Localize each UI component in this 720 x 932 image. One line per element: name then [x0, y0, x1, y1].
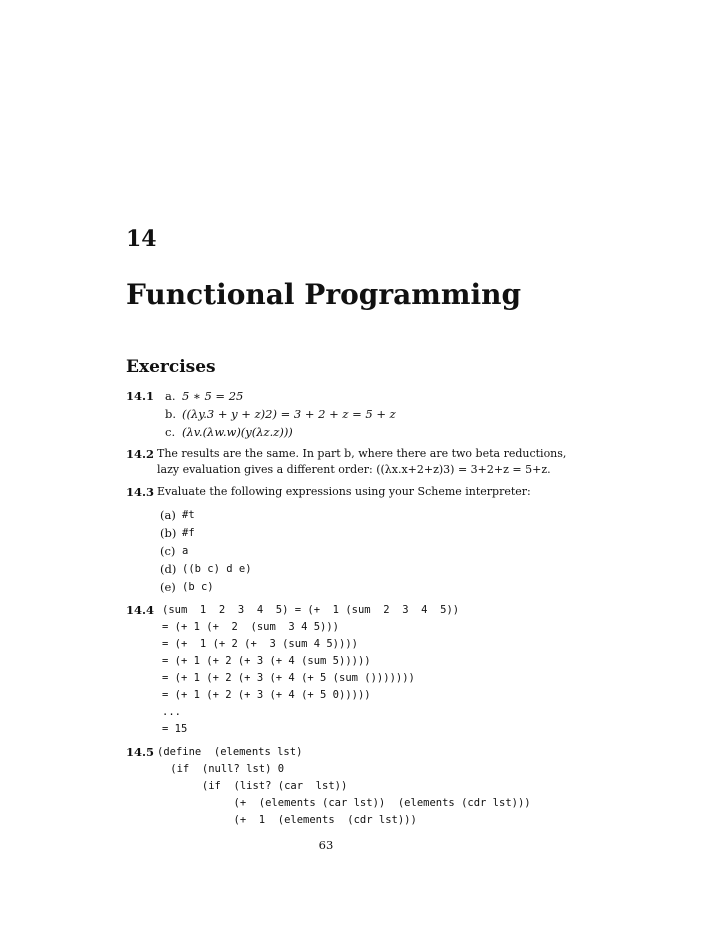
- ex14-5-line-1: (define (elements lst): [157, 746, 303, 758]
- ex14-5-line-5: (+ 1 (elements (cdr lst))): [145, 814, 417, 826]
- ex14-3-item-b-code: #f: [182, 527, 195, 539]
- ex14-3-intro: Evaluate the following expressions using your Scheme interpreter:: [157, 485, 531, 498]
- exercise-number-14-5: 14.5: [126, 745, 155, 759]
- ex14-5-line-2: (if (null? lst) 0: [145, 763, 285, 775]
- exercise-number-14-4: 14.4: [126, 603, 155, 617]
- ex14-2-line-1: The results are the same. In part b, where there are two beta reductions,: [157, 447, 567, 460]
- ex14-4-line-3: = (+ 1 (+ 2 (+ 3 (sum 4 5)))): [162, 638, 358, 650]
- ex14-4-line-7: ...: [162, 706, 181, 718]
- ex14-4-line-4: = (+ 1 (+ 2 (+ 3 (+ 4 (sum 5))))): [162, 655, 371, 667]
- chapter-number: 14: [126, 226, 157, 252]
- ex14-1-item-b: ((λy.3 + y + z)2) = 3 + 2 + z = 5 + z: [182, 407, 396, 421]
- ex14-2-line-2: lazy evaluation gives a different order: ((λx.x+2+z)3) = 3+2+z = 5+z.: [157, 463, 551, 476]
- ex14-4-line-6: = (+ 1 (+ 2 (+ 3 (+ 4 (+ 5 0))))): [162, 689, 371, 701]
- ex14-4-line-2: = (+ 1 (+ 2 (sum 3 4 5))): [162, 621, 340, 633]
- ex14-1-item-a-label: a.: [165, 389, 176, 403]
- ex14-3-item-d-code: ((b c) d e): [182, 563, 252, 575]
- ex14-5-line-3: (if (list? (car lst)): [145, 780, 348, 792]
- ex14-1-item-c: (λv.(λw.w)(y(λz.z))): [182, 425, 293, 439]
- ex14-4-line-8: = 15: [162, 723, 188, 735]
- exercise-number-14-1: 14.1: [126, 389, 155, 403]
- page-number: 63: [318, 838, 334, 852]
- ex14-3-item-a-label: (a): [160, 508, 176, 522]
- ex14-3-item-c-label: (c): [160, 544, 176, 558]
- ex14-3-item-d-label: (d): [160, 562, 177, 576]
- chapter-title: Functional Programming: [126, 278, 522, 311]
- ex14-4-line-1: (sum 1 2 3 4 5) = (+ 1 (sum 2 3 4 5)): [162, 604, 460, 616]
- ex14-3-item-c-code: a: [182, 545, 189, 557]
- ex14-3-item-e-label: (e): [160, 580, 176, 594]
- ex14-5-line-4: (+ (elements (car lst)) (elements (cdr lst))): [145, 797, 531, 809]
- exercise-number-14-3: 14.3: [126, 485, 155, 499]
- ex14-4-line-5: = (+ 1 (+ 2 (+ 3 (+ 4 (+ 5 (sum ())))))): [162, 672, 415, 684]
- ex14-3-item-b-label: (b): [160, 526, 177, 540]
- exercise-number-14-2: 14.2: [126, 447, 155, 461]
- ex14-3-item-a-code: #t: [182, 509, 195, 521]
- ex14-1-item-c-label: c.: [165, 425, 176, 439]
- ex14-1-item-a: 5 ∗ 5 = 25: [182, 389, 244, 403]
- section-title: Exercises: [126, 357, 216, 377]
- ex14-1-item-b-label: b.: [165, 407, 177, 421]
- ex14-3-item-e-code: (b c): [182, 581, 214, 593]
